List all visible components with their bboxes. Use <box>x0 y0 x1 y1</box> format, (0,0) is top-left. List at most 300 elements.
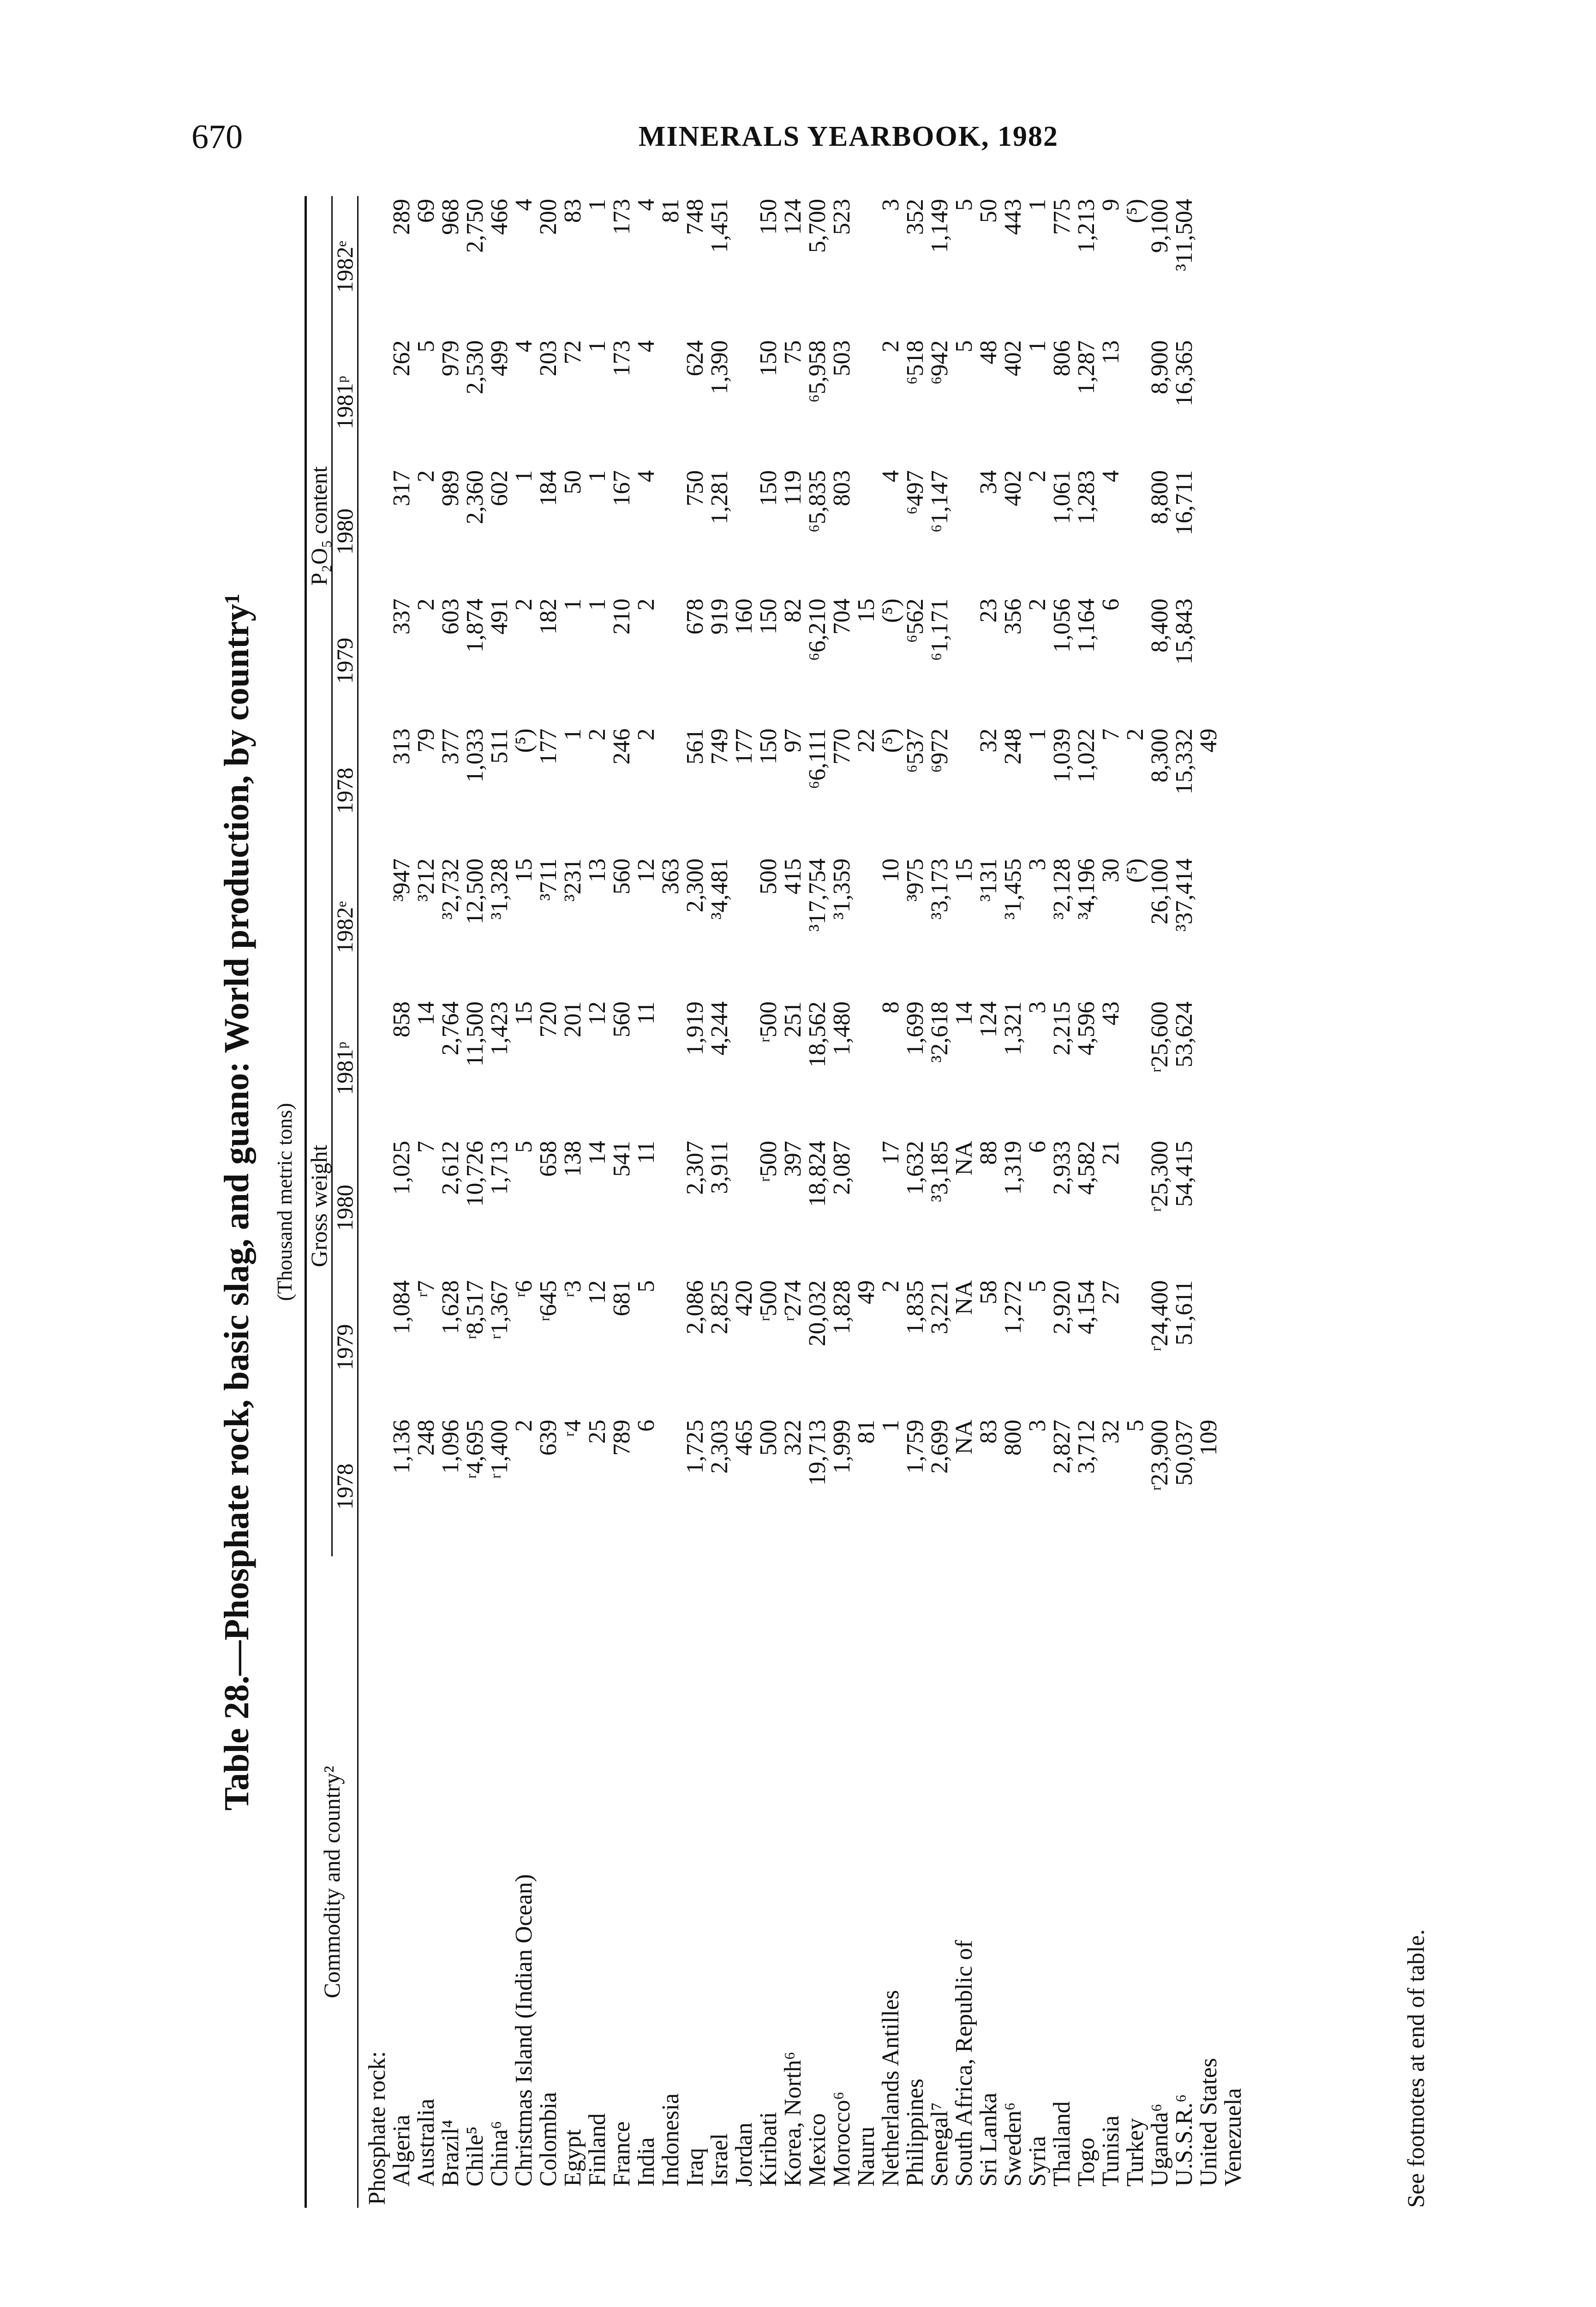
table-cell: 749 <box>706 728 733 765</box>
table-cell <box>1221 467 1245 596</box>
table-cell: 58 <box>975 1280 1002 1304</box>
table-cell <box>952 596 976 726</box>
year-header: 1979 <box>332 1278 358 1417</box>
table-cell: 49 <box>1196 728 1222 753</box>
table-cell: 3,911 <box>706 1141 733 1194</box>
table-cell <box>658 1278 683 1417</box>
table-cell: 2,827 <box>1049 1419 1075 1474</box>
table-row <box>463 196 487 2208</box>
table-body <box>358 196 1246 2208</box>
year-header: 1980 <box>332 467 358 596</box>
country-label: United States <box>1196 2058 1222 2187</box>
table-cell <box>952 726 976 856</box>
country-name <box>561 1556 585 2208</box>
table-cell: 251 <box>780 1001 806 1038</box>
country-name <box>658 1556 683 2208</box>
country-label: Colombia <box>535 2092 562 2187</box>
table-row <box>1050 196 1074 2208</box>
table-cell: 491 <box>486 598 513 635</box>
table-cell: (⁵) <box>878 728 904 753</box>
table-cell: 138 <box>560 1141 586 1177</box>
table-cell: 2,087 <box>829 1141 855 1195</box>
country-label: Turkey <box>1122 2118 1148 2187</box>
country-name <box>1196 1556 1221 2208</box>
table-cell: 5 <box>1024 1280 1051 1292</box>
country-label: Australia <box>413 2098 439 2187</box>
table-row <box>1148 196 1172 2208</box>
country-label: Algeria <box>389 2115 415 2187</box>
table-cell: 1,287 <box>1073 340 1100 394</box>
table-cell: 124 <box>975 1001 1002 1038</box>
table-cell: 858 <box>389 1001 415 1038</box>
table-cell: 363 <box>658 858 684 895</box>
year-header: 1979 <box>332 596 358 726</box>
table-cell: ʳ8,517 <box>462 1280 488 1339</box>
table-cell: 3 <box>1024 1419 1051 1432</box>
country-name <box>487 1556 512 2208</box>
table-cell: ⁶972 <box>927 728 953 773</box>
country-name <box>438 1556 463 2208</box>
table-cell: 11,500 <box>462 1001 488 1067</box>
table-cell: 2,764 <box>437 1001 464 1056</box>
table-cell: 3,221 <box>927 1280 953 1334</box>
table-row <box>1074 196 1099 2208</box>
table-cell: 13 <box>1098 340 1124 365</box>
table-cell: ⁶5,958 <box>804 340 831 403</box>
table-row <box>830 196 854 2208</box>
table-cell: 50 <box>560 470 586 495</box>
table-cell: 1,699 <box>902 1001 928 1056</box>
table-cell: ³1,359 <box>829 858 855 920</box>
table-cell: ⁶1,147 <box>927 470 953 533</box>
table-cell: ʳ25,600 <box>1147 1001 1173 1073</box>
table-cell <box>658 596 683 726</box>
table-cell <box>854 338 879 468</box>
country-label: Christmas Island (Indian Ocean) <box>511 1874 537 2187</box>
table-cell: ⁶6,111 <box>804 728 831 789</box>
country-name <box>683 1556 707 2208</box>
table-cell: 17 <box>878 1141 904 1165</box>
table-row <box>707 196 732 2208</box>
table-cell <box>1123 338 1148 468</box>
table-cell: 1 <box>584 598 610 611</box>
table-cell: 466 <box>486 199 513 235</box>
table-cell: 14 <box>584 1141 610 1165</box>
table-cell: ʳ4 <box>560 1419 586 1437</box>
country-name <box>389 1556 414 2208</box>
table-cell: 2,920 <box>1049 1280 1075 1334</box>
table-cell: 3 <box>1024 858 1051 871</box>
country-label: South Africa, Republic of <box>951 1940 977 2187</box>
table-cell: NA <box>951 1141 977 1176</box>
table-cell: ʳ23,900 <box>1147 1419 1173 1491</box>
table-cell: 15,843 <box>1171 598 1197 665</box>
table-cell: 1,835 <box>902 1280 928 1334</box>
table-cell: 7 <box>413 1141 439 1153</box>
table-cell: 12 <box>584 1280 610 1304</box>
table-cell: 2,933 <box>1049 1141 1075 1195</box>
table-cell: 2,215 <box>1049 1001 1075 1056</box>
table-cell: 1,096 <box>437 1419 464 1474</box>
table-cell: 11 <box>633 1001 659 1025</box>
table-cell: 32 <box>1098 1419 1124 1444</box>
table-cell: 1,999 <box>829 1419 855 1474</box>
table-cell: 2 <box>1024 470 1051 483</box>
table-cell: 2 <box>584 728 610 741</box>
table-row <box>756 196 781 2208</box>
table-cell <box>1123 596 1148 726</box>
table-cell: 1 <box>878 1419 904 1432</box>
table-cell: 119 <box>780 470 806 506</box>
table-cell: 88 <box>975 1141 1002 1165</box>
table-cell: 602 <box>486 470 513 507</box>
table-cell: 511 <box>486 728 513 764</box>
country-label: Chile⁵ <box>462 2126 488 2187</box>
table-row <box>1221 196 1245 2208</box>
table-cell: ³947 <box>389 858 415 902</box>
country-name <box>903 1556 927 2208</box>
table-cell: 34 <box>975 470 1002 495</box>
table-cell: 2,360 <box>462 470 488 525</box>
table-cell: 4 <box>633 199 659 211</box>
table-cell: 415 <box>780 858 806 895</box>
table-cell: 11 <box>633 1141 659 1164</box>
table-cell: ³975 <box>902 858 928 902</box>
table-cell: 4,154 <box>1073 1280 1100 1334</box>
table-cell: ʳ7 <box>413 1280 439 1297</box>
table-cell: 2,307 <box>682 1141 708 1195</box>
table-row <box>805 196 830 2208</box>
table-cell: 50,037 <box>1171 1419 1197 1486</box>
country-name <box>805 1556 830 2208</box>
table-cell: 150 <box>755 598 782 635</box>
table-cell: NA <box>951 1280 977 1315</box>
table-cell: ³2,618 <box>927 1001 953 1063</box>
table-cell: ʳ500 <box>755 1141 782 1182</box>
table-footnote: See footnotes at end of table. <box>1403 1929 1429 2208</box>
country-name <box>1172 1556 1196 2208</box>
table-cell <box>1221 596 1245 726</box>
country-label: Egypt <box>560 2129 586 2187</box>
table-cell: ʳ3 <box>560 1280 586 1297</box>
table-cell: 2,699 <box>927 1419 953 1474</box>
table-cell: 22 <box>853 728 879 753</box>
table-row <box>1123 196 1148 2208</box>
table-cell: 15,332 <box>1171 728 1197 795</box>
table-cell: 1,033 <box>462 728 488 783</box>
table-cell: ⁶562 <box>902 598 928 643</box>
table-cell: 5 <box>511 1141 537 1153</box>
table-cell <box>1196 1138 1221 1278</box>
country-label: India <box>633 2137 659 2187</box>
table-cell: 1 <box>1024 728 1051 741</box>
table-cell: 2 <box>413 470 439 483</box>
table-cell: 173 <box>609 199 635 235</box>
table-cell: 1,713 <box>486 1141 513 1195</box>
table-cell: 750 <box>682 470 708 507</box>
table-cell: 803 <box>829 470 855 507</box>
country-label: Togo <box>1073 2137 1100 2187</box>
country-label: Senegal⁷ <box>927 2102 953 2187</box>
table-cell: 2 <box>878 340 904 353</box>
table-cell: 465 <box>731 1419 757 1456</box>
table-section-row <box>358 196 390 2208</box>
table-cell: 72 <box>560 340 586 365</box>
group-header-gross-weight: Gross weight <box>306 855 332 1556</box>
table-cell <box>1196 855 1221 998</box>
country-label: Indonesia <box>658 2093 684 2187</box>
table-cell: NA <box>951 1419 977 1454</box>
table-cell: 500 <box>755 858 782 895</box>
table-cell: 2 <box>633 598 659 611</box>
group-header-p2o5-content: P₂O₅ content <box>306 196 332 855</box>
table-cell <box>1221 855 1245 998</box>
table-cell: 1,136 <box>389 1419 415 1474</box>
table-row <box>634 196 658 2208</box>
table-cell: 806 <box>1049 340 1075 377</box>
country-name <box>927 1556 952 2208</box>
table-cell: ³4,481 <box>706 858 733 920</box>
table-cell: 624 <box>682 340 708 377</box>
table-cell: 6 <box>633 1419 659 1432</box>
table-cell: (⁵) <box>511 728 537 753</box>
table-cell: 9,100 <box>1147 199 1173 253</box>
table-cell: 203 <box>535 340 562 377</box>
table-cell: 15 <box>853 598 879 623</box>
table-cell: 16,711 <box>1171 470 1197 536</box>
page-number: 670 <box>191 118 243 156</box>
table-cell: 262 <box>389 340 415 377</box>
country-label: Iraq <box>682 2148 708 2187</box>
table-cell: 337 <box>389 598 415 635</box>
table-cell: 658 <box>535 1141 562 1177</box>
table-cell: 313 <box>389 728 415 765</box>
table-cell: 1,022 <box>1073 728 1100 783</box>
table-cell: 1 <box>584 470 610 483</box>
country-name <box>463 1556 487 2208</box>
table-row <box>487 196 512 2208</box>
table-cell: ³17,754 <box>804 858 831 932</box>
table-cell: 150 <box>755 199 782 235</box>
table-cell: 1,084 <box>389 1280 415 1334</box>
table-cell <box>1221 338 1245 468</box>
table-cell: 6 <box>1024 1141 1051 1153</box>
table-cell: ³212 <box>413 858 439 902</box>
table-cell: 2 <box>633 728 659 741</box>
table-cell: 26,100 <box>1147 858 1173 925</box>
table-cell: 15 <box>511 1001 537 1026</box>
table-cell: 21 <box>1098 1141 1124 1165</box>
table-cell <box>1221 1417 1245 1556</box>
table-row <box>536 196 561 2208</box>
table-cell: 3,712 <box>1073 1419 1100 1474</box>
table-cell: 124 <box>780 199 806 235</box>
table-cell: ³3,185 <box>927 1141 953 1202</box>
table-cell: 19,713 <box>804 1419 831 1486</box>
table-cell: 177 <box>731 728 757 765</box>
table-cell: 82 <box>780 598 806 623</box>
table-cell: 210 <box>609 598 635 635</box>
table-cell: 79 <box>413 728 439 753</box>
table-cell: 97 <box>780 728 806 753</box>
table-cell: 541 <box>609 1141 635 1177</box>
table-cell: 248 <box>1000 728 1026 765</box>
table-cell <box>658 726 683 856</box>
table-cell: 402 <box>1000 340 1026 377</box>
table-cell <box>658 338 683 468</box>
table-cell <box>1221 196 1245 338</box>
column-header-commodity: Commodity and country² <box>306 1556 358 2208</box>
table-cell: 4 <box>878 470 904 483</box>
table-cell: 2 <box>1122 728 1148 741</box>
table-cell: 1,283 <box>1073 470 1100 525</box>
table-caption: Table 28.—Phosphate rock, basic slag, and guano: World production, by country¹ <box>217 593 256 1811</box>
country-label: Jordan <box>731 2122 757 2187</box>
table-row <box>879 196 903 2208</box>
table-cell: 377 <box>437 728 464 765</box>
table-cell: 1,272 <box>1000 1280 1026 1334</box>
table-cell <box>1196 467 1221 596</box>
table-cell: 503 <box>829 340 855 377</box>
table-cell: 397 <box>780 1141 806 1177</box>
table-cell <box>658 1417 683 1556</box>
table-cell: 1 <box>560 598 586 611</box>
country-label: Israel <box>706 2133 733 2187</box>
table-cell: 1,321 <box>1000 1001 1026 1056</box>
table-cell <box>732 196 756 338</box>
table-cell: ³131 <box>975 858 1002 902</box>
table-cell: 1,874 <box>462 598 488 653</box>
year-header: 1981ᵖ <box>332 338 358 468</box>
table-cell: 15 <box>511 858 537 883</box>
table-cell: 150 <box>755 470 782 507</box>
table-cell <box>1221 998 1245 1138</box>
table-cell <box>854 467 879 596</box>
table-cell: 49 <box>853 1280 879 1304</box>
book-title: MINERALS YEARBOOK, 1982 <box>638 121 1058 152</box>
country-name <box>610 1556 634 2208</box>
table-row <box>927 196 952 2208</box>
table-cell <box>1123 467 1148 596</box>
table-cell: ʳ274 <box>780 1280 806 1321</box>
table-cell: 2 <box>511 598 537 611</box>
table-row <box>658 196 683 2208</box>
table-cell: 4 <box>633 340 659 353</box>
table-row <box>414 196 438 2208</box>
table-cell: 4,596 <box>1073 1001 1100 1056</box>
table-cell: ³1,328 <box>486 858 513 920</box>
table-cell: 10,726 <box>462 1141 488 1207</box>
table-cell: 53,624 <box>1171 1001 1197 1068</box>
table-cell: 10 <box>878 858 904 883</box>
table-cell: 1,632 <box>902 1141 928 1195</box>
table-cell: 1 <box>511 470 537 483</box>
table-row <box>1001 196 1025 2208</box>
table-cell: 167 <box>609 470 635 507</box>
table-cell <box>1221 1138 1245 1278</box>
table-cell <box>1196 338 1221 468</box>
table-cell: 1,056 <box>1049 598 1075 653</box>
table-cell: 789 <box>609 1419 635 1456</box>
table-cell: 770 <box>829 728 855 765</box>
table-cell <box>1196 596 1221 726</box>
country-name <box>707 1556 732 2208</box>
table-cell: (⁵) <box>878 598 904 623</box>
table-cell: ³231 <box>560 858 586 902</box>
table-cell: 8,800 <box>1147 470 1173 525</box>
table-cell: 523 <box>829 199 855 235</box>
table-cell: 720 <box>535 1001 562 1038</box>
table-row <box>561 196 585 2208</box>
table-cell: 12,500 <box>462 858 488 925</box>
country-name <box>854 1556 879 2208</box>
table-cell: 2,750 <box>462 199 488 253</box>
table-cell: (⁵) <box>1122 199 1148 223</box>
table-cell <box>854 998 879 1138</box>
table-cell: ʳ25,300 <box>1147 1141 1173 1212</box>
country-label: Netherlands Antilles <box>878 1990 904 2187</box>
table-cell <box>952 467 976 596</box>
country-label: Korea, North⁶ <box>780 2051 806 2187</box>
table-row <box>438 196 463 2208</box>
table-cell <box>1196 998 1221 1138</box>
table-cell: 322 <box>780 1419 806 1456</box>
table-cell: 4 <box>511 340 537 353</box>
country-name <box>1148 1556 1172 2208</box>
country-label: Tunisia <box>1098 2115 1124 2187</box>
table-cell: 81 <box>658 199 684 223</box>
table-cell: 160 <box>731 598 757 635</box>
table-cell <box>658 467 683 596</box>
table-cell: 1,423 <box>486 1001 513 1056</box>
table-cell: 3 <box>1024 1001 1051 1014</box>
table-cell <box>1123 998 1148 1138</box>
year-header: 1982ᵉ <box>332 855 358 998</box>
table-cell: 51,611 <box>1171 1280 1197 1345</box>
table-cell: ⁶537 <box>902 728 928 773</box>
table-cell <box>1221 726 1245 856</box>
country-label: Mexico <box>804 2113 831 2187</box>
table-cell: 69 <box>413 199 439 223</box>
table-cell: 4,582 <box>1073 1141 1100 1195</box>
table-cell: 603 <box>437 598 464 635</box>
table-cell: 1,039 <box>1049 728 1075 783</box>
table-cell: 81 <box>853 1419 879 1444</box>
table-cell: 173 <box>609 340 635 377</box>
country-name <box>781 1556 805 2208</box>
table-cell: ⁶5,835 <box>804 470 831 533</box>
table-cell: 989 <box>437 470 464 507</box>
table-cell: 12 <box>584 1001 610 1026</box>
table-cell: 443 <box>1000 199 1026 235</box>
table-cell: 18,824 <box>804 1141 831 1207</box>
table-cell: 1,061 <box>1049 470 1075 525</box>
table-cell: ³2,732 <box>437 858 464 920</box>
table-cell <box>1221 1278 1245 1417</box>
country-label: U.S.S.R.⁶ <box>1171 2094 1197 2187</box>
table-cell: 3 <box>878 199 904 211</box>
table-cell: 1,451 <box>706 199 733 253</box>
country-name <box>414 1556 438 2208</box>
table-cell: 560 <box>609 1001 635 1038</box>
table-cell: 1,281 <box>706 470 733 525</box>
country-name <box>1025 1556 1050 2208</box>
table-cell: 12 <box>633 858 659 883</box>
table-cell: 9 <box>1098 199 1124 211</box>
table-cell: 968 <box>437 199 464 235</box>
country-label: Sri Lanka <box>975 2092 1002 2187</box>
table-cell: 15 <box>951 858 977 883</box>
